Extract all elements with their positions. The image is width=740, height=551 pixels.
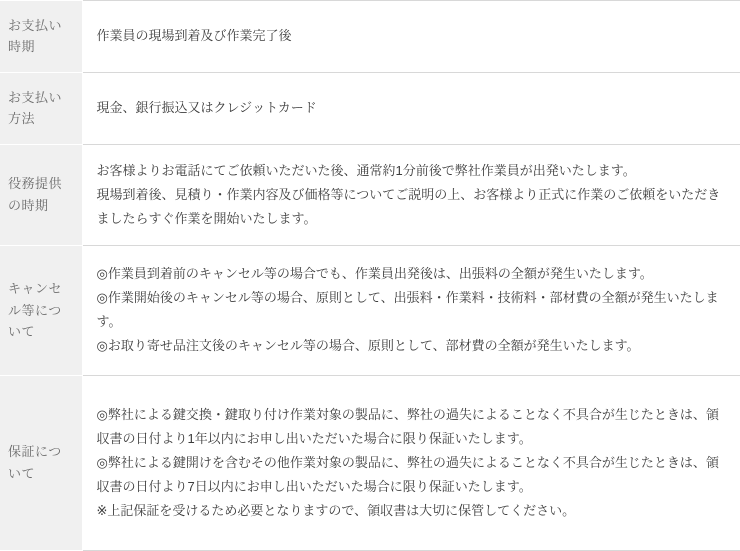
row-value-line: ※上記保証を受けるため必要となりますので、領収書は大切に保管してください。 [96, 502, 576, 518]
row-label-cancellation [0, 245, 82, 375]
table-row [0, 144, 740, 245]
row-label-service-timing [0, 144, 82, 245]
table-row [0, 72, 740, 144]
row-label-text: キャンセル等について [8, 281, 63, 340]
table-row [0, 375, 740, 550]
row-value-line: ◎弊社による鍵交換・鍵取り付け作業対象の製品に、弊社の過失によることなく不具合が生じたときは、領収書の日付より1年以内にお申し出いただいた場合に限り保証いたします。 [96, 406, 719, 446]
row-value-line: 現場到着後、見積り・作業内容及び価格等についてご説明の上、お客様より正式に作業のご依頼をいただきましたらすぐ作業を開始いたします。 [96, 186, 721, 226]
row-label-text: お支払い方法 [8, 89, 63, 127]
row-value-payment-timing [82, 1, 740, 73]
row-label-warranty [0, 375, 82, 550]
row-label-text: 保証について [8, 444, 62, 481]
row-value-cancellation [82, 245, 740, 375]
row-value-line: お客様よりお電話にてご依頼いただいた後、通常約1分前後で弊社作業員が出発いたします。 [96, 162, 636, 178]
row-label-payment-method [0, 72, 82, 144]
terms-table-body [0, 1, 740, 551]
row-value-service-timing [82, 144, 740, 245]
table-row [0, 245, 740, 375]
row-label-payment-timing [0, 1, 82, 73]
table-row [0, 1, 740, 73]
row-value-line: ◎お取り寄せ品注文後のキャンセル等の場合、原則として、部材費の全額が発生いたします。 [96, 338, 640, 354]
row-value-line: 作業員の現場到着及び作業完了後 [96, 28, 292, 44]
row-value-line: ◎作業員到着前のキャンセル等の場合でも、作業員出発後は、出張料の全額が発生いたします。 [96, 266, 653, 282]
row-value-line: ◎作業開始後のキャンセル等の場合、原則として、出張料・作業料・技術料・部材費の全額が発生いたします。 [96, 290, 719, 330]
row-value-line: 現金、銀行振込又はクレジットカード [96, 100, 317, 116]
row-value-warranty [82, 375, 740, 550]
row-label-text: 役務提供の時期 [8, 176, 63, 213]
row-value-payment-method [82, 72, 740, 144]
row-label-text: お支払い時期 [8, 18, 63, 55]
row-value-line: ◎弊社による鍵開けを含むその他作業対象の製品に、弊社の過失によることなく不具合が生じたときは、領収書の日付より7日以内にお申し出いただいた場合に限り保証いたします。 [96, 454, 719, 494]
